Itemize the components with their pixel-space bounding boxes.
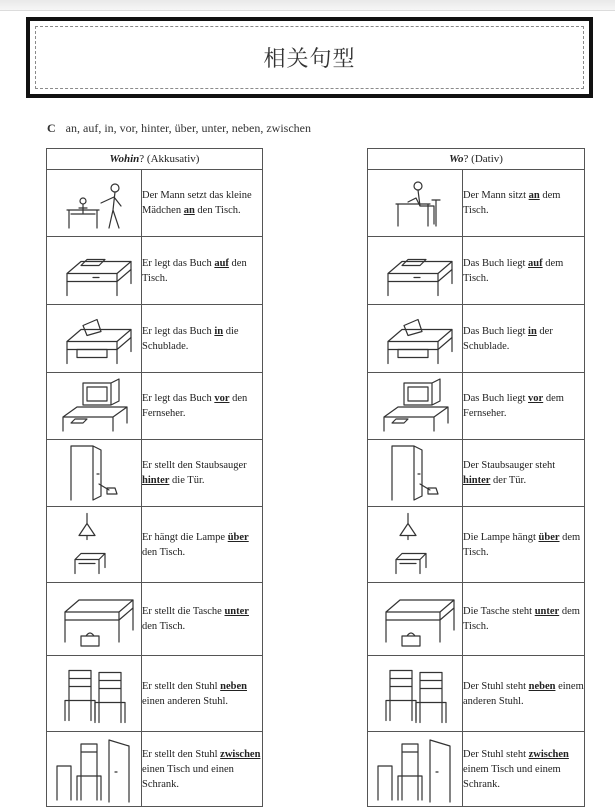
preposition: über xyxy=(227,531,249,543)
title-box xyxy=(26,17,593,98)
sentence-end: die Tür. xyxy=(169,475,205,486)
sentence-end: dem Tisch. xyxy=(463,190,561,216)
sentence-end: dem Tisch. xyxy=(463,257,564,284)
sentence-end: die Schublade. xyxy=(142,325,239,352)
preposition: neben xyxy=(220,680,248,692)
dative-illustration-cell xyxy=(368,440,463,507)
accusative-illustration-cell xyxy=(47,170,142,237)
dative-row xyxy=(368,656,585,732)
accusative-illustration-cell xyxy=(47,732,142,807)
chair-beside-chair-icon xyxy=(368,656,462,731)
accusative-sentence xyxy=(142,373,263,440)
vacuum-behind-door-icon xyxy=(368,440,462,506)
dative-question: Wo xyxy=(449,153,464,165)
preposition: unter xyxy=(224,606,249,617)
accusative-sentence xyxy=(142,237,263,305)
lamp-over-table-icon xyxy=(368,507,462,582)
dative-illustration-cell xyxy=(368,583,463,656)
accusative-row xyxy=(47,583,263,656)
book-before-tv-icon xyxy=(47,373,141,439)
accusative-case-label: ? (Akkusativ) xyxy=(139,153,200,165)
dative-sentence xyxy=(463,440,585,507)
dative-sentence xyxy=(463,237,585,305)
preposition: hinter xyxy=(463,475,491,486)
accusative-illustration-cell xyxy=(47,373,142,440)
dative-sentence xyxy=(463,583,585,656)
sentence-start: Er legt das Buch xyxy=(142,393,215,404)
dative-illustration-cell xyxy=(368,170,463,237)
sentence-end: einem Tisch und einem Schrank. xyxy=(463,763,561,790)
accusative-sentence xyxy=(142,732,263,807)
preposition: neben xyxy=(528,680,556,692)
sentence-start: Er legt das Buch xyxy=(142,325,215,337)
bag-under-table-icon xyxy=(368,583,462,655)
preposition: an xyxy=(528,190,540,201)
lamp-over-table-icon xyxy=(47,507,141,582)
preposition: zwischen xyxy=(220,748,261,760)
dative-illustration-cell xyxy=(368,507,463,583)
accusative-illustration-cell xyxy=(47,656,142,732)
sentence-end: den Tisch. xyxy=(194,205,241,216)
chair-beside-chair-icon xyxy=(47,656,141,731)
preposition: an xyxy=(183,205,195,216)
accusative-illustration-cell xyxy=(47,440,142,507)
preposition: vor xyxy=(528,393,544,404)
accusative-illustration-cell xyxy=(47,507,142,583)
preposition: auf xyxy=(214,257,229,269)
accusative-sentence xyxy=(142,305,263,373)
sentence-end: dem Tisch. xyxy=(463,531,581,558)
accusative-rows xyxy=(47,170,263,807)
dative-sentence xyxy=(463,507,585,583)
book-in-drawer-icon xyxy=(368,305,462,372)
dative-illustration-cell xyxy=(368,373,463,440)
preposition: unter xyxy=(534,606,560,617)
sentence-end: der Schublade. xyxy=(463,325,553,352)
sentence-start: Das Buch liegt xyxy=(463,393,529,404)
book-before-tv-icon xyxy=(368,373,462,439)
sentence-start: Das Buch liegt xyxy=(463,257,529,269)
accusative-illustration-cell xyxy=(47,305,142,373)
dative-row xyxy=(368,237,585,305)
sentence-start: Das Buch liegt xyxy=(463,325,529,337)
dative-sentence xyxy=(463,732,585,807)
dative-illustration-cell xyxy=(368,237,463,305)
page-title: 相关句型 xyxy=(263,47,356,72)
sentence-start: Er hängt die Lampe xyxy=(142,531,228,543)
sentence-end: dem Tisch. xyxy=(463,606,580,632)
dative-row xyxy=(368,305,585,373)
accusative-sentence xyxy=(142,170,263,237)
sentence-end: den Tisch. xyxy=(142,546,186,558)
vacuum-behind-door-icon xyxy=(47,440,141,506)
book-on-table-icon xyxy=(47,237,141,304)
dative-sentence xyxy=(463,305,585,373)
dative-sentence xyxy=(463,170,585,237)
sentence-start: Er stellt den Stuhl xyxy=(142,748,221,760)
man-sitting-at-table-icon xyxy=(368,170,462,236)
accusative-table xyxy=(46,148,263,807)
sentence-end: einen Tisch und einen Schrank. xyxy=(142,763,234,790)
accusative-row xyxy=(47,305,263,373)
sentence-start: Der Staubsauger steht xyxy=(463,460,556,471)
accusative-row xyxy=(47,170,263,237)
dative-row xyxy=(368,583,585,656)
dative-row xyxy=(368,170,585,237)
accusative-row xyxy=(47,440,263,507)
preposition: in xyxy=(528,325,537,337)
sentence-start: Der Stuhl steht xyxy=(463,680,529,692)
sentence-start: Er stellt den Staubsauger xyxy=(142,460,247,471)
dative-illustration-cell xyxy=(368,732,463,807)
accusative-sentence xyxy=(142,507,263,583)
accusative-row xyxy=(47,507,263,583)
sentence-end: den Tisch. xyxy=(142,621,186,632)
section-letter: C xyxy=(47,121,56,135)
sentence-end: den Tisch. xyxy=(142,257,247,284)
accusative-sentence xyxy=(142,583,263,656)
sentence-end: der Tür. xyxy=(490,475,527,486)
accusative-illustration-cell xyxy=(47,237,142,305)
title-box-inner xyxy=(35,26,584,89)
dative-row xyxy=(368,440,585,507)
dative-rows xyxy=(368,170,585,807)
accusative-row xyxy=(47,732,263,807)
sentence-end: den Fernseher. xyxy=(142,393,248,419)
accusative-sentence xyxy=(142,656,263,732)
sentence-start: Er legt das Buch xyxy=(142,257,215,269)
dative-row xyxy=(368,507,585,583)
preposition: in xyxy=(214,325,224,337)
chair-between-icon xyxy=(47,732,141,806)
sentence-start: Er stellt den Stuhl xyxy=(142,680,221,692)
chair-between-icon xyxy=(368,732,462,806)
dative-sentence xyxy=(463,373,585,440)
book-in-drawer-icon xyxy=(47,305,141,372)
preposition: über xyxy=(538,531,560,543)
dative-table xyxy=(367,148,585,807)
sentence-start: Die Tasche steht xyxy=(463,606,535,617)
top-scroll-shadow xyxy=(0,0,615,11)
sentence-start: Der Stuhl steht xyxy=(463,748,529,760)
sentence-start: Der Mann sitzt xyxy=(463,190,529,201)
man-seating-girl-icon xyxy=(47,170,141,236)
book-on-table-icon xyxy=(368,237,462,304)
dative-case-label: ? (Dativ) xyxy=(463,153,503,165)
sentence-start: Er stellt die Tasche xyxy=(142,606,225,617)
dative-row xyxy=(368,732,585,807)
preposition: vor xyxy=(214,393,230,404)
dative-header xyxy=(368,149,585,170)
accusative-question: Wohin xyxy=(109,153,140,165)
preposition: auf xyxy=(528,257,543,269)
dative-sentence xyxy=(463,656,585,732)
accusative-row xyxy=(47,373,263,440)
sentence-end: dem Fernseher. xyxy=(463,393,564,419)
dative-illustration-cell xyxy=(368,305,463,373)
accusative-row xyxy=(47,656,263,732)
accusative-sentence xyxy=(142,440,263,507)
accusative-row xyxy=(47,237,263,305)
bag-under-table-icon xyxy=(47,583,141,655)
preposition-list: an, auf, in, vor, hinter, über, unter, neben, zwischen xyxy=(65,121,311,135)
dative-row xyxy=(368,373,585,440)
section-intro xyxy=(47,121,311,136)
sentence-end: einen anderen Stuhl. xyxy=(142,695,229,707)
preposition: zwischen xyxy=(528,748,569,760)
accusative-header xyxy=(47,149,263,170)
accusative-illustration-cell xyxy=(47,583,142,656)
sentence-start: Die Lampe hängt xyxy=(463,531,539,543)
sentence-start: Der Mann setzt das kleine Mädchen xyxy=(142,190,252,216)
sentence-end: einem anderen Stuhl. xyxy=(463,680,584,707)
preposition: hinter xyxy=(142,475,170,486)
dative-illustration-cell xyxy=(368,656,463,732)
